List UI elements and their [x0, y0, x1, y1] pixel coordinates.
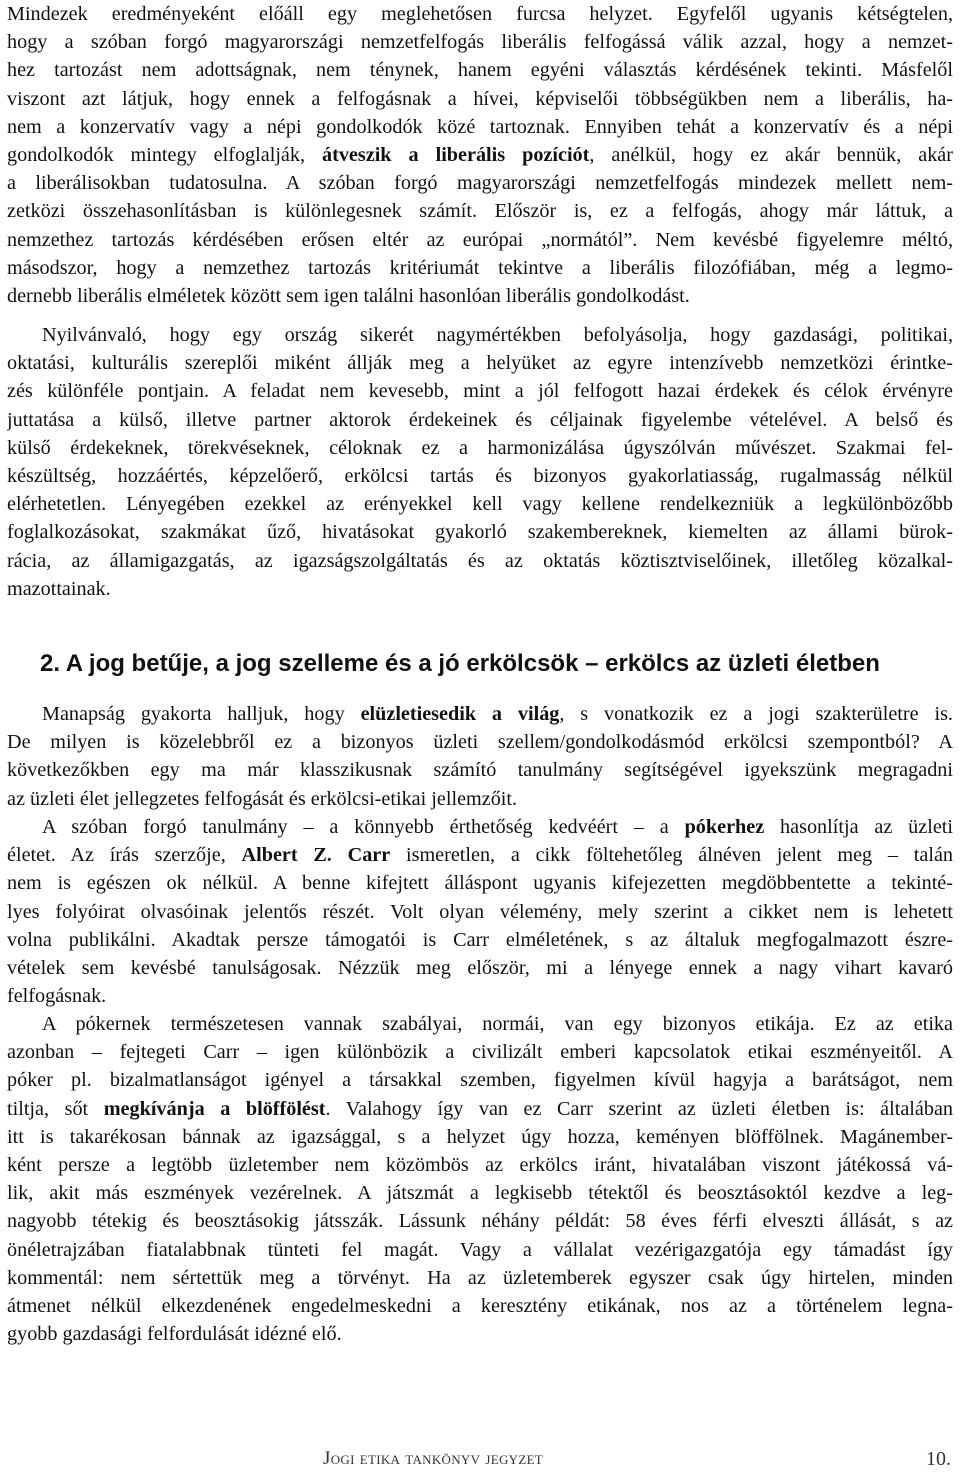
text-line: az üzleti élet jellegzetes felfogását és erkölcsi-etikai jellemzőit.	[7, 787, 518, 810]
text-line: lik, akit más eszmények vezérelnek. A játszmát a legkisebb tétektől és beosztásoktól kezdve a leg-	[7, 1182, 953, 1205]
text-line: A szóban forgó tanulmány – a könnyebb érthetőség kedvéért – a pókerhez hasonlítja az üzleti	[42, 816, 953, 838]
text-line: viszont azt látjuk, hogy ennek a felfogásnak a hívei, képviselői többségükben nem a liberális, ha-	[7, 87, 953, 110]
paragraph-p3	[7, 700, 953, 813]
text-line: nem a konzervatív vagy a népi gondolkodók közé tartoznak. Ennyiben tehát a konzervatív és a népi	[7, 115, 953, 138]
text-line: felfogásnak.	[7, 985, 107, 1008]
text-line: rácia, az államigazgatás, az igazságszolgáltatás és az oktatás köztisztviselőinek, illetőleg közalkal-	[7, 549, 953, 572]
text-line: juttatása a külső, illetve partner aktorok érdekeinek és céljainak figyelembe vételével. A belső és	[7, 408, 953, 431]
text-line: oktatási, kulturális szereplői miként állják meg a helyüket az egyre intenzívebb nemzetközi érintke-	[7, 352, 953, 375]
text-line: foglalkozásokat, szakmákat űző, hivatásokat gyakorló szakembereknek, kiemelten az állami bürok-	[7, 521, 953, 544]
text-line: De milyen is közelebbről ez a bizonyos üzleti szellem/gondolkodásmód erkölcsi szempontból? A	[7, 731, 953, 754]
page-footer	[0, 1446, 960, 1476]
text-line: volna publikálni. Akadtak persze támogatói is Carr elméletének, s az általuk megfogalmazott észre-	[7, 928, 953, 951]
paragraph-p5	[7, 1010, 953, 1348]
text-line: nem is egészen ok nélkül. A benne kifejtett álláspont ugyanis kifejezetten megdöbbentette a tekinté-	[7, 872, 953, 895]
text-line: hez tartozást nem adottságnak, nem ténynek, hanem egyéni választás kérdésének tekinti. Másfelől	[7, 59, 953, 82]
text-line: gyobb gazdasági felfordulását idézné elő.	[7, 1323, 342, 1346]
text-line: következőkben egy ma már klasszikusnak számító tanulmány segítségével igyekszünk megragadni	[7, 759, 953, 782]
text-line: elérhetetlen. Lényegében ezekkel az erényekkel kell vagy kellene rendelkezniük a legkülönbözőbb	[7, 493, 953, 516]
text-line: tiltja, sőt megkívánja a blöffölést. Valahogy így van ez Carr szerint az üzleti életben is: általában	[7, 1097, 953, 1120]
text-line: póker pl. bizalmatlanságot igényel a társakkal szemben, figyelmen kívül hagyja a barátságot, nem	[7, 1069, 953, 1092]
text-line: önéletrajzában fiatalabbnak tünteti fel magát. Vagy a vállalat vezérigazgatója egy támadást így	[7, 1238, 953, 1261]
text-line: hogy a szóban forgó magyarországi nemzetfelfogás liberális felfogássá válik azzal, hogy a nemzet-	[7, 31, 953, 54]
text-line: a liberálisokban tudatosulna. A szóban forgó magyarországi nemzetfelfogás mindezek mellett nem-	[7, 172, 953, 195]
text-line: Manapság gyakorta halljuk, hogy elüzletiesedik a világ, s vonatkozik ez a jogi szakterületre is.	[42, 703, 953, 725]
paragraph-p1	[7, 0, 953, 310]
text-line: dernebb liberális elméletek között sem igen találni hasonlóan liberális gondolkodást.	[7, 284, 690, 307]
text-line: mazottainak.	[7, 577, 111, 600]
text-line: másodszor, hogy a nemzethez tartozás kritériumát tekintve a liberális filozófiában, még a legmo-	[7, 256, 953, 279]
text-line: zés különféle pontjain. A feladat nem kevesebb, mint a jól felfogott hazai érdekek és célok érvényre	[7, 380, 953, 403]
text-line: nagyobb tétekig és beosztásokig játsszák. Lássunk néhány példát: 58 éves férfi elveszti állását, s az	[7, 1210, 953, 1233]
text-line: vételek sem kevésbé tanulságosak. Nézzük meg először, mi a lényege ennek a nagy vihart kavaró	[7, 956, 953, 979]
page-number: 10.	[926, 1448, 951, 1470]
section-heading: 2. A jog betűje, a jog szelleme és a jó erkölcsök – erkölcs az üzleti életben	[40, 650, 880, 677]
paragraph-p2	[7, 321, 953, 603]
text-line: gondolkodók mintegy elfoglalják, átveszik a liberális pozíciót, anélkül, hogy ez akár bennük, akár	[7, 143, 953, 166]
text-line: Mindezek eredményeként előáll egy meglehetősen furcsa helyzet. Egyfelől ugyanis kétségtelen,	[7, 3, 953, 25]
text-line: Nyilvánvaló, hogy egy ország sikerét nagymértékben befolyásolja, hogy gazdasági, politikai,	[42, 324, 953, 346]
text-line: életet. Az írás szerzője, Albert Z. Carr ismeretlen, a cikk föltehetőleg álnéven jelent meg – talán	[7, 844, 953, 867]
footer-title: Jogi etika tankönyv jegyzet	[323, 1448, 544, 1469]
text-line: külső érdekeknek, törekvéseknek, céloknak ez a harmonizálása úgyszólván művészet. Szakmai fel-	[7, 436, 953, 459]
paragraph-p4	[7, 813, 953, 1010]
text-line: átmenet nélkül elkezdenének engedelmeskedni a keresztény etikának, nos az a történelem legna-	[7, 1294, 953, 1317]
text-line: azonban – fejtegeti Carr – igen különbözik a civilizált emberi kapcsolatok etikai eszményeitől. A	[7, 1041, 953, 1064]
text-line: készültség, hozzáértés, képzelőerő, erkölcsi tartás és bizonyos gyakorlatiasság, rugalmasság nélkül	[7, 464, 953, 487]
text-line: zetközi összehasonlításban is különlegesnek számít. Először is, ez a felfogás, ahogy már láttuk, a	[7, 200, 953, 223]
text-line: A pókernek természetesen vannak szabályai, normái, van egy bizonyos etikája. Ez az etika	[42, 1013, 953, 1035]
text-line: lyes folyóirat olvasóinak jelentős részét. Volt olyan vélemény, mely szerint a cikket nem is lehetett	[7, 900, 953, 923]
text-line: nemzethez tartozás kérdésében erősen eltér az európai „normától”. Nem kevésbé figyelemre méltó,	[7, 228, 953, 251]
text-line: itt is takarékosan bánnak az igazsággal, s a helyzet úgy hozza, keményen blöffölnek. Magánember-	[7, 1125, 953, 1148]
text-line: ként persze a legtöbb üzletember nem közömbös az erkölcs iránt, hivatalában viszont játékossá vá-	[7, 1153, 953, 1176]
text-line: kommentál: nem sértettük meg a törvényt. Ha az üzletemberek egyszer csak úgy hirtelen, minden	[7, 1266, 953, 1289]
